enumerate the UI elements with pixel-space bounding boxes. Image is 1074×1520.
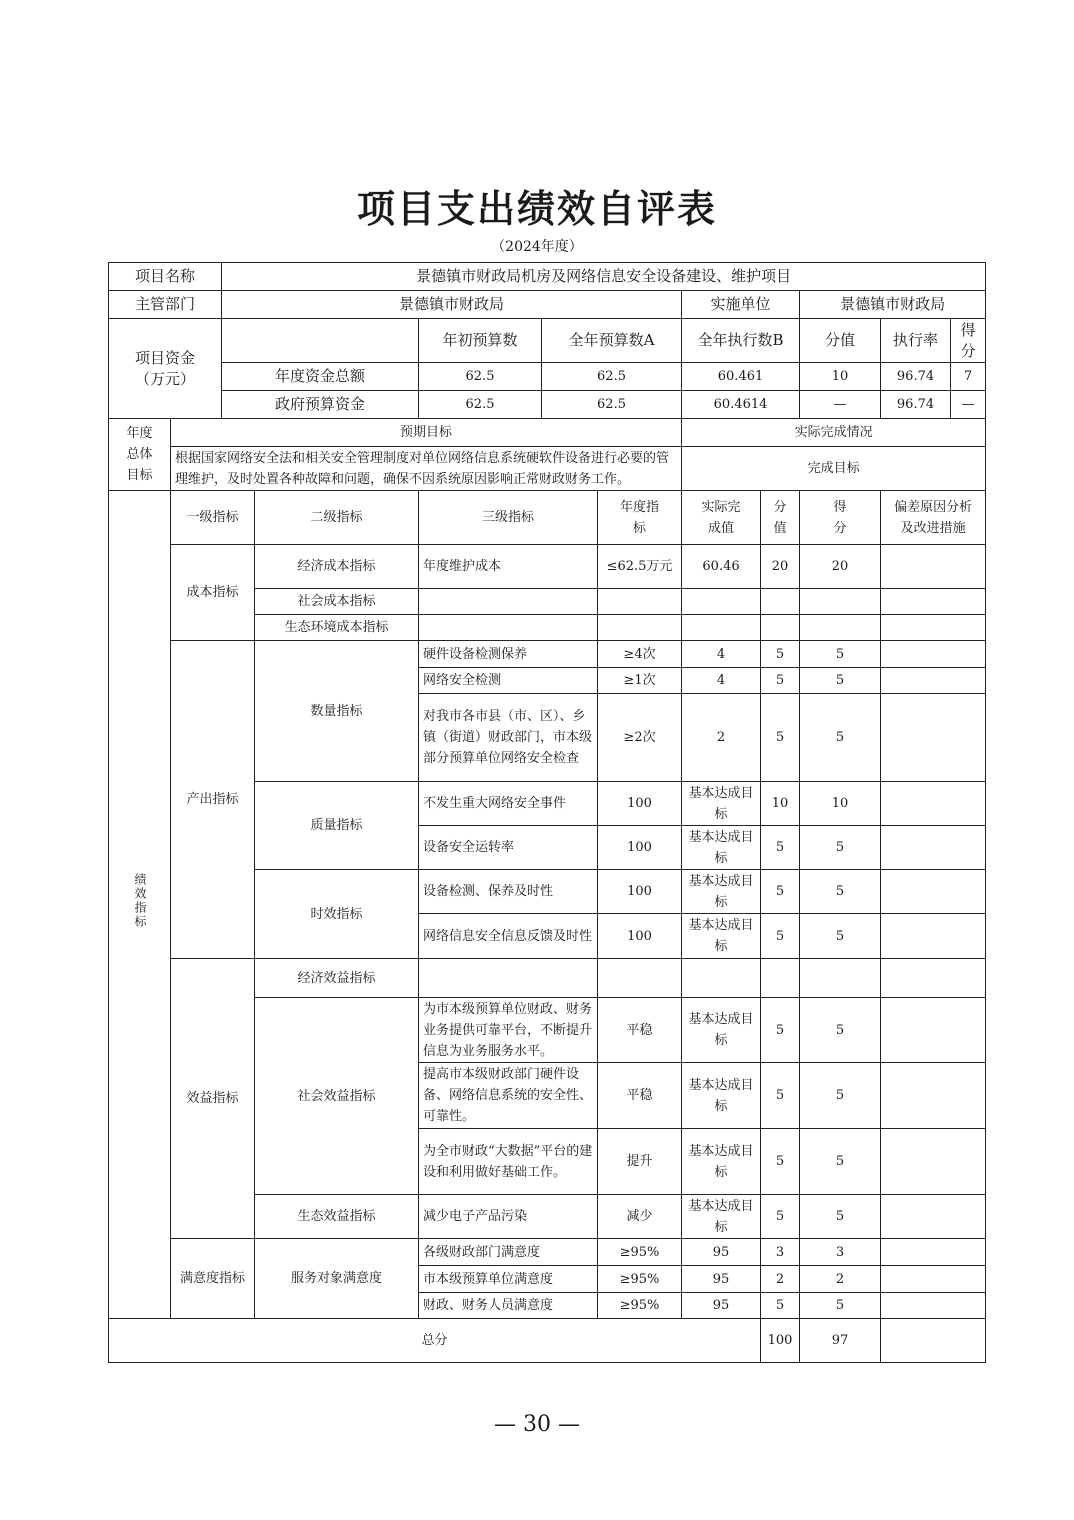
score	[800, 615, 881, 641]
deviation-analysis	[881, 1293, 986, 1319]
expected-goal-text: 根据国家网络安全法和相关安全管理制度对单位网络信息系统硬软件设备进行必要的管理维护，及时处置各种故障和问题，确保不因系统原因影响正常财政财务工作。	[171, 447, 682, 491]
weight: 5	[761, 1293, 800, 1319]
funds-header-row	[109, 319, 986, 363]
deviation-analysis	[881, 1239, 986, 1266]
score: 5	[800, 914, 881, 959]
funds-cell: —	[951, 391, 986, 419]
annual-target	[598, 589, 682, 615]
level3-indicator: 设备检测、保养及时性	[419, 870, 598, 914]
funds-cell: 96.74	[881, 363, 951, 391]
page-title: 项目支出绩效自评表	[356, 186, 717, 231]
expected-goal-label: 预期目标	[171, 419, 682, 447]
score: 10	[800, 782, 881, 826]
weight: 5	[761, 826, 800, 870]
annual-target: 提升	[598, 1129, 682, 1195]
year-subtitle: （2024年度）	[491, 239, 583, 255]
funds-cell: 10	[800, 363, 881, 391]
score: 5	[800, 870, 881, 914]
annual-target: ≥95%	[598, 1239, 682, 1266]
level3-indicator: 设备安全运转率	[419, 826, 598, 870]
weight: 5	[761, 668, 800, 694]
deviation-analysis	[881, 668, 986, 694]
actual-goal-text: 完成目标	[682, 447, 986, 491]
actual-value: 60.46	[682, 545, 761, 589]
weight: 5	[761, 1063, 800, 1129]
project-name-label: 项目名称	[109, 263, 222, 291]
funds-cell: 96.74	[881, 391, 951, 419]
level2-indicator: 生态环境成本指标	[255, 615, 419, 641]
actual-value	[682, 615, 761, 641]
score	[800, 959, 881, 998]
annual-target: 平稳	[598, 1063, 682, 1129]
level3-indicator: 为市本级预算单位财政、财务业务提供可靠平台，不断提升信息为业务服务水平。	[419, 998, 598, 1063]
score: 5	[800, 1063, 881, 1129]
indicator-row	[109, 545, 986, 589]
level2-indicator: 社会效益指标	[255, 998, 419, 1195]
funds-cell: 62.5	[542, 363, 682, 391]
level2-indicator: 经济效益指标	[255, 959, 419, 998]
perf-header: 得分	[800, 491, 881, 545]
funds-row	[109, 363, 986, 391]
weight: 5	[761, 870, 800, 914]
funds-cell: 60.4614	[682, 391, 800, 419]
dept-label: 主管部门	[109, 291, 222, 319]
actual-value: 基本达成目标	[682, 826, 761, 870]
deviation-analysis	[881, 1063, 986, 1129]
weight: 20	[761, 545, 800, 589]
score: 5	[800, 668, 881, 694]
actual-value	[682, 589, 761, 615]
project-name-row	[109, 263, 986, 291]
annual-target: ≥1次	[598, 668, 682, 694]
weight: 5	[761, 1195, 800, 1239]
deviation-analysis	[881, 782, 986, 826]
level2-indicator: 质量指标	[255, 782, 419, 870]
perf-label	[109, 491, 171, 1319]
deviation-analysis	[881, 589, 986, 615]
annual-target: 100	[598, 914, 682, 959]
score: 2	[800, 1266, 881, 1293]
actual-goal-label: 实际完成情况	[682, 419, 986, 447]
actual-value: 基本达成目标	[682, 914, 761, 959]
actual-value: 基本达成目标	[682, 1129, 761, 1195]
perf-header: 三级指标	[419, 491, 598, 545]
funds-row-label: 政府预算资金	[222, 391, 419, 419]
score: 5	[800, 1129, 881, 1195]
funds-row	[109, 391, 986, 419]
level1-indicator: 效益指标	[171, 959, 255, 1239]
weight: 10	[761, 782, 800, 826]
perf-header-row	[109, 491, 986, 545]
score	[800, 589, 881, 615]
perf-header: 分值	[761, 491, 800, 545]
actual-value: 95	[682, 1266, 761, 1293]
annual-target: 100	[598, 782, 682, 826]
weight: 5	[761, 641, 800, 668]
level1-indicator: 满意度指标	[171, 1239, 255, 1319]
level3-indicator	[419, 589, 598, 615]
deviation-analysis	[881, 914, 986, 959]
weight	[761, 589, 800, 615]
level2-indicator: 生态效益指标	[255, 1195, 419, 1239]
level3-indicator: 财政、财务人员满意度	[419, 1293, 598, 1319]
annual-target: 平稳	[598, 998, 682, 1063]
indicator-row	[109, 959, 986, 998]
level1-indicator: 成本指标	[171, 545, 255, 641]
impl-value: 景德镇市财政局	[800, 291, 986, 319]
funds-cell: 7	[951, 363, 986, 391]
weight	[761, 959, 800, 998]
perf-header: 一级指标	[171, 491, 255, 545]
indicator-row	[109, 641, 986, 668]
perf-header: 实际完成值	[682, 491, 761, 545]
funds-header: 全年执行数B	[682, 319, 800, 363]
annual-target: 100	[598, 870, 682, 914]
annual-target: 100	[598, 826, 682, 870]
weight: 3	[761, 1239, 800, 1266]
performance-table	[108, 262, 986, 1363]
actual-value: 4	[682, 668, 761, 694]
score: 5	[800, 641, 881, 668]
total-weight: 100	[761, 1319, 800, 1363]
annual-target: ≥95%	[598, 1293, 682, 1319]
deviation-analysis	[881, 694, 986, 782]
actual-value: 2	[682, 694, 761, 782]
funds-cell: 62.5	[419, 391, 542, 419]
level3-indicator: 市本级预算单位满意度	[419, 1266, 598, 1293]
weight	[761, 615, 800, 641]
deviation-analysis	[881, 1129, 986, 1195]
weight: 5	[761, 1129, 800, 1195]
level2-indicator: 服务对象满意度	[255, 1239, 419, 1319]
actual-value: 基本达成目标	[682, 870, 761, 914]
actual-value: 4	[682, 641, 761, 668]
level2-indicator: 数量指标	[255, 641, 419, 782]
deviation-analysis	[881, 641, 986, 668]
actual-value	[682, 959, 761, 998]
funds-cell: —	[800, 391, 881, 419]
deviation-analysis	[881, 998, 986, 1063]
annual-target	[598, 959, 682, 998]
level2-indicator: 经济成本指标	[255, 545, 419, 589]
total-score: 97	[800, 1319, 881, 1363]
score: 5	[800, 826, 881, 870]
level3-indicator	[419, 959, 598, 998]
funds-header: 得分	[951, 319, 986, 363]
goal-label: 年度总体目标	[109, 419, 171, 491]
annual-target: ≥95%	[598, 1266, 682, 1293]
perf-header: 偏差原因分析及改进措施	[881, 491, 986, 545]
actual-value: 95	[682, 1293, 761, 1319]
perf-header: 二级指标	[255, 491, 419, 545]
actual-value: 95	[682, 1239, 761, 1266]
weight: 2	[761, 1266, 800, 1293]
page-number: — 30 —	[494, 1412, 580, 1437]
dept-value: 景德镇市财政局	[222, 291, 682, 319]
level2-indicator: 社会成本指标	[255, 589, 419, 615]
funds-header: 执行率	[881, 319, 951, 363]
deviation-analysis	[881, 826, 986, 870]
total-remark	[881, 1319, 986, 1363]
total-row	[109, 1319, 986, 1363]
actual-value: 基本达成目标	[682, 782, 761, 826]
weight: 5	[761, 998, 800, 1063]
score: 5	[800, 694, 881, 782]
impl-label: 实施单位	[682, 291, 800, 319]
funds-row-label: 年度资金总额	[222, 363, 419, 391]
deviation-analysis	[881, 1266, 986, 1293]
perf-label-text: 绩效指标	[133, 873, 147, 929]
annual-target: 减少	[598, 1195, 682, 1239]
annual-target	[598, 615, 682, 641]
annual-target: ≤62.5万元	[598, 545, 682, 589]
level3-indicator: 网络安全检测	[419, 668, 598, 694]
level3-indicator: 各级财政部门满意度	[419, 1239, 598, 1266]
deviation-analysis	[881, 959, 986, 998]
department-row	[109, 291, 986, 319]
score: 3	[800, 1239, 881, 1266]
funds-cell: 60.461	[682, 363, 800, 391]
deviation-analysis	[881, 870, 986, 914]
score: 5	[800, 1195, 881, 1239]
weight: 5	[761, 694, 800, 782]
funds-header: 年初预算数	[419, 319, 542, 363]
level3-indicator	[419, 615, 598, 641]
level2-indicator: 时效指标	[255, 870, 419, 959]
level3-indicator: 年度维护成本	[419, 545, 598, 589]
funds-label: 项目资金（万元）	[109, 319, 222, 419]
deviation-analysis	[881, 545, 986, 589]
level3-indicator: 减少电子产品污染	[419, 1195, 598, 1239]
actual-value: 基本达成目标	[682, 998, 761, 1063]
deviation-analysis	[881, 615, 986, 641]
deviation-analysis	[881, 1195, 986, 1239]
level3-indicator: 提高市本级财政部门硬件设备、网络信息系统的安全性、可靠性。	[419, 1063, 598, 1129]
score: 20	[800, 545, 881, 589]
goal-header-row	[109, 419, 986, 447]
project-name-value: 景德镇市财政局机房及网络信息安全设备建设、维护项目	[222, 263, 986, 291]
actual-value: 基本达成目标	[682, 1063, 761, 1129]
level1-indicator: 产出指标	[171, 641, 255, 959]
actual-value: 基本达成目标	[682, 1195, 761, 1239]
level3-indicator: 不发生重大网络安全事件	[419, 782, 598, 826]
goal-row	[109, 447, 986, 491]
perf-header: 年度指标	[598, 491, 682, 545]
funds-header: 分值	[800, 319, 881, 363]
score: 5	[800, 1293, 881, 1319]
annual-target: ≥4次	[598, 641, 682, 668]
funds-cell: 62.5	[542, 391, 682, 419]
level3-indicator: 对我市各市县（市、区）、乡镇（街道）财政部门，市本级部分预算单位网络安全检查	[419, 694, 598, 782]
annual-target: ≥2次	[598, 694, 682, 782]
indicator-row	[109, 1239, 986, 1266]
weight: 5	[761, 914, 800, 959]
total-label: 总分	[109, 1319, 761, 1363]
level3-indicator: 网络信息安全信息反馈及时性	[419, 914, 598, 959]
funds-cell: 62.5	[419, 363, 542, 391]
level3-indicator: 为全市财政“大数据”平台的建设和利用做好基础工作。	[419, 1129, 598, 1195]
level3-indicator: 硬件设备检测保养	[419, 641, 598, 668]
funds-header: 全年预算数A	[542, 319, 682, 363]
score: 5	[800, 998, 881, 1063]
funds-header-blank	[222, 319, 419, 363]
